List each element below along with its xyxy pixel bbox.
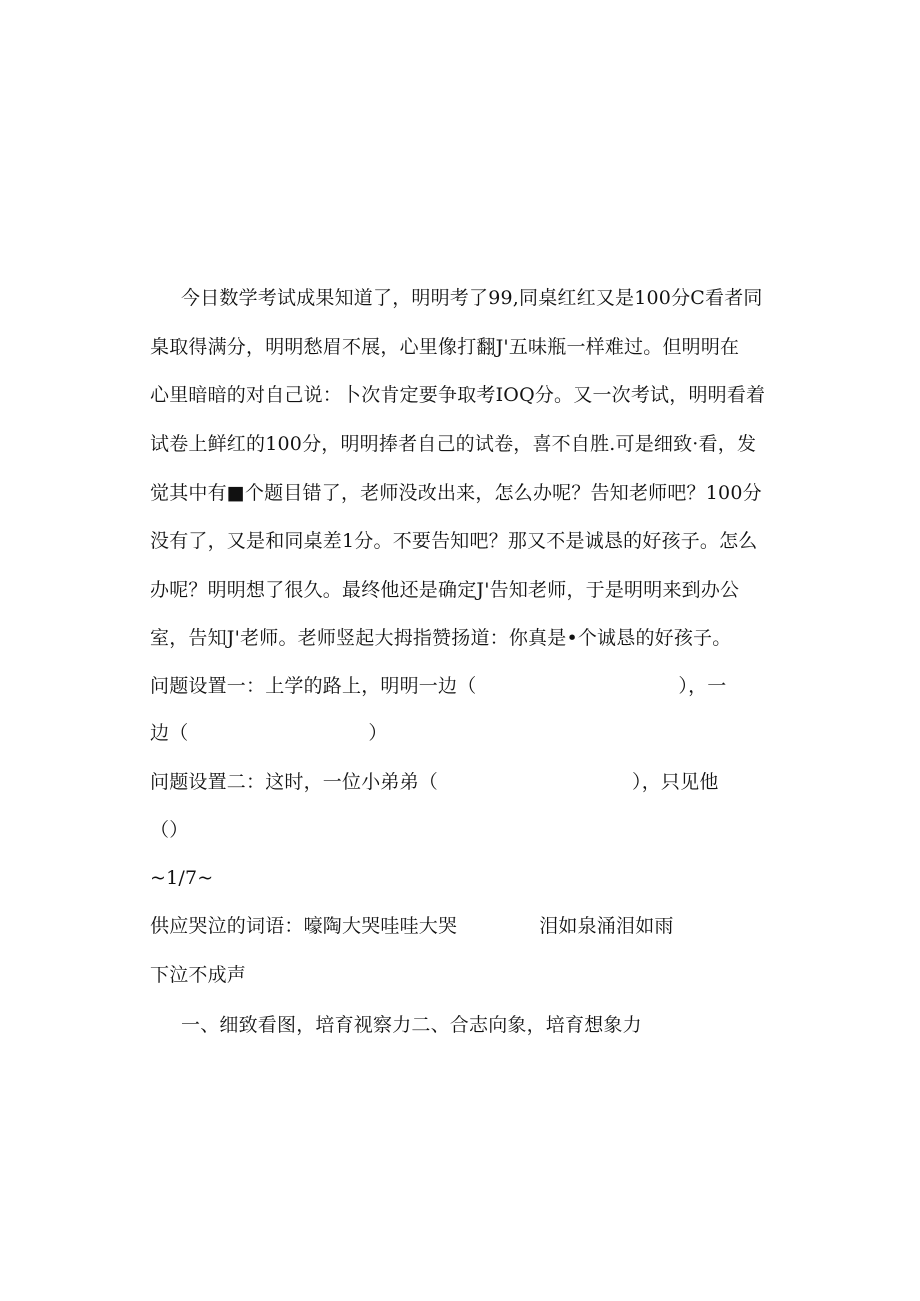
question-1-line-2 — [150, 720, 388, 746]
question-2-line-1 — [150, 769, 719, 795]
word-list-line-2: 下泣不成声 — [150, 964, 247, 986]
story-line-5: 觉其中有■个题目错了，老师没改出来，怎么办呢？告知老师吧？100分 — [150, 482, 762, 504]
question-1-line-1 — [150, 673, 727, 699]
story-line-8: 室，告知J'老师。老师竖起大拇指赞扬道：你真是•个诚恳的好孩子。 — [150, 627, 732, 649]
word-list-line-1 — [150, 913, 674, 939]
question-1-prompt: 问题设置一：上学的路上，明明一边（ — [150, 675, 477, 697]
question-1-continuation: ），一 — [678, 675, 727, 697]
story-line-2: 臬取得满分，明明愁眉不展，心里像打翻J'五味瓶一样难过。但明明在 — [150, 336, 740, 358]
question-2-continuation: ），只见他 — [632, 771, 719, 793]
question-2-line-2: （） — [150, 819, 189, 841]
story-line-7: 办呢？明明想了很久。最终他还是确定J'告知老师，于是明明来到办公 — [150, 579, 740, 601]
story-line-1: 今日数学考试成果知道了，明明考了99,同桌红红又是100分C看者同 — [181, 287, 763, 309]
word-list-more: 泪如泉涌泪如雨 — [539, 915, 674, 937]
page-marker: ~1/7~ — [150, 867, 214, 889]
question-1-second-prompt: 边（ — [150, 722, 189, 744]
story-line-4: 试卷上鲜红的100分，明明捧者自己的试卷，喜不自胜.可是细致·看，发 — [150, 433, 757, 455]
question-2-prompt: 问题设置二：这时，一位小弟弟（ — [150, 771, 439, 793]
story-line-6: 没有了，又是和同桌差1分。不要告知吧？那又不是诚恳的好孩子。怎么 — [150, 530, 758, 552]
question-1-close: ） — [368, 722, 388, 744]
story-line-3: 心里暗暗的对自己说：卜次肯定要争取考IOQ分。又一次考试，明明看着 — [150, 384, 766, 406]
word-list-prompt: 供应哭泣的词语：嚎陶大哭哇哇大哭 — [150, 915, 458, 937]
section-heading: 一、细致看图，培育视察力二、合志向象，培育想象力 — [181, 1014, 642, 1036]
